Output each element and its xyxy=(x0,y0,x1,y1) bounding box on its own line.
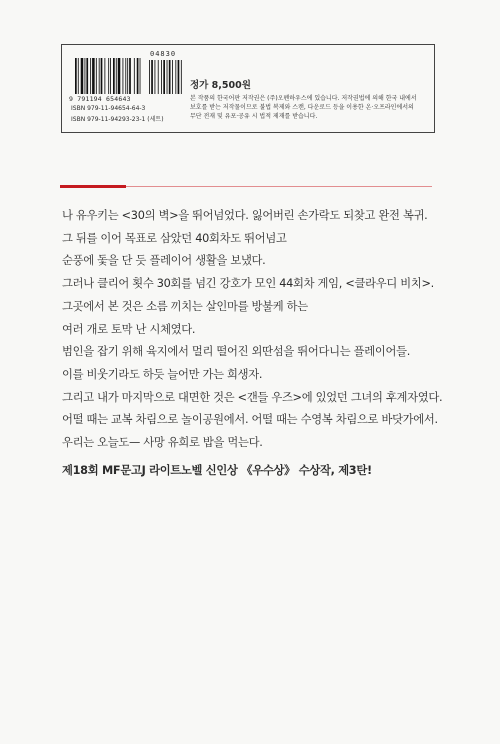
divider-rule xyxy=(126,186,432,187)
notice-line: 본 작품의 한국어판 저작권은 (주)오펜하우스에 있습니다. 저작권법에 의해 한국 내에서 xyxy=(190,95,417,102)
synopsis-line: 순풍에 돛을 단 듯 플레이어 생활을 보냈다. xyxy=(62,254,266,268)
copyright-notice xyxy=(190,94,430,121)
notice-line: 무단 전재 및 유포·공유 시 법적 제재를 받습니다. xyxy=(190,113,318,120)
synopsis-line: 어떨 때는 교복 차림으로 놀이공원에서. 어떨 때는 수영복 차림으로 바닷가에서. xyxy=(62,413,438,427)
synopsis-line: 나 유우키는 <30의 벽>을 뛰어넘었다. 잃어버린 손가락도 되찾고 완전 복귀. xyxy=(62,209,428,222)
synopsis-line: 범인을 잡기 위해 육지에서 멀리 떨어진 외딴섬을 뛰어다니는 플레이어들. xyxy=(62,345,411,359)
synopsis-line: 우리는 오늘도— 사망 유희로 밥을 먹는다. xyxy=(62,436,263,450)
synopsis xyxy=(62,205,462,455)
accent-rule xyxy=(60,185,126,188)
addon-code: 04830 xyxy=(150,50,177,58)
synopsis-line: 이를 비웃기라도 하듯 늘어만 가는 희생자. xyxy=(62,367,263,381)
synopsis-line: 여러 개로 토막 난 시체였다. xyxy=(62,322,196,336)
book-info-box xyxy=(61,44,435,133)
isbn-set-line: ISBN 979-11-94293-23-1 (세트) xyxy=(71,116,164,123)
notice-line: 보호를 받는 저작물이므로 불법 복제와 스캔, 다운로드 등을 이용한 온·오프라인에서의 xyxy=(190,104,414,111)
price-label: 정가 8,500원 xyxy=(190,80,251,91)
barcode-icon xyxy=(69,58,185,96)
synopsis-line: 그러나 클리어 횟수 30회를 넘긴 강호가 모인 44회차 게임, <클라우디 비치>. xyxy=(62,277,434,291)
barcode-digits: 9 791194 654643 xyxy=(69,95,131,103)
synopsis-line: 그리고 내가 마지막으로 대면한 것은 <갠들 우즈>에 있었던 그녀의 후계자였다. xyxy=(62,390,443,404)
award-tagline: 제18회 MF문고J 라이트노벨 신인상 《우수상》 수상작, 제3탄! xyxy=(62,464,372,477)
synopsis-line: 그 뒤를 이어 목표로 삼았던 40회차도 뛰어넘고 xyxy=(62,231,287,245)
synopsis-line: 그곳에서 본 것은 소름 끼치는 살인마를 방불케 하는 xyxy=(62,299,308,313)
isbn-line: ISBN 979-11-94654-64-3 xyxy=(71,105,146,112)
